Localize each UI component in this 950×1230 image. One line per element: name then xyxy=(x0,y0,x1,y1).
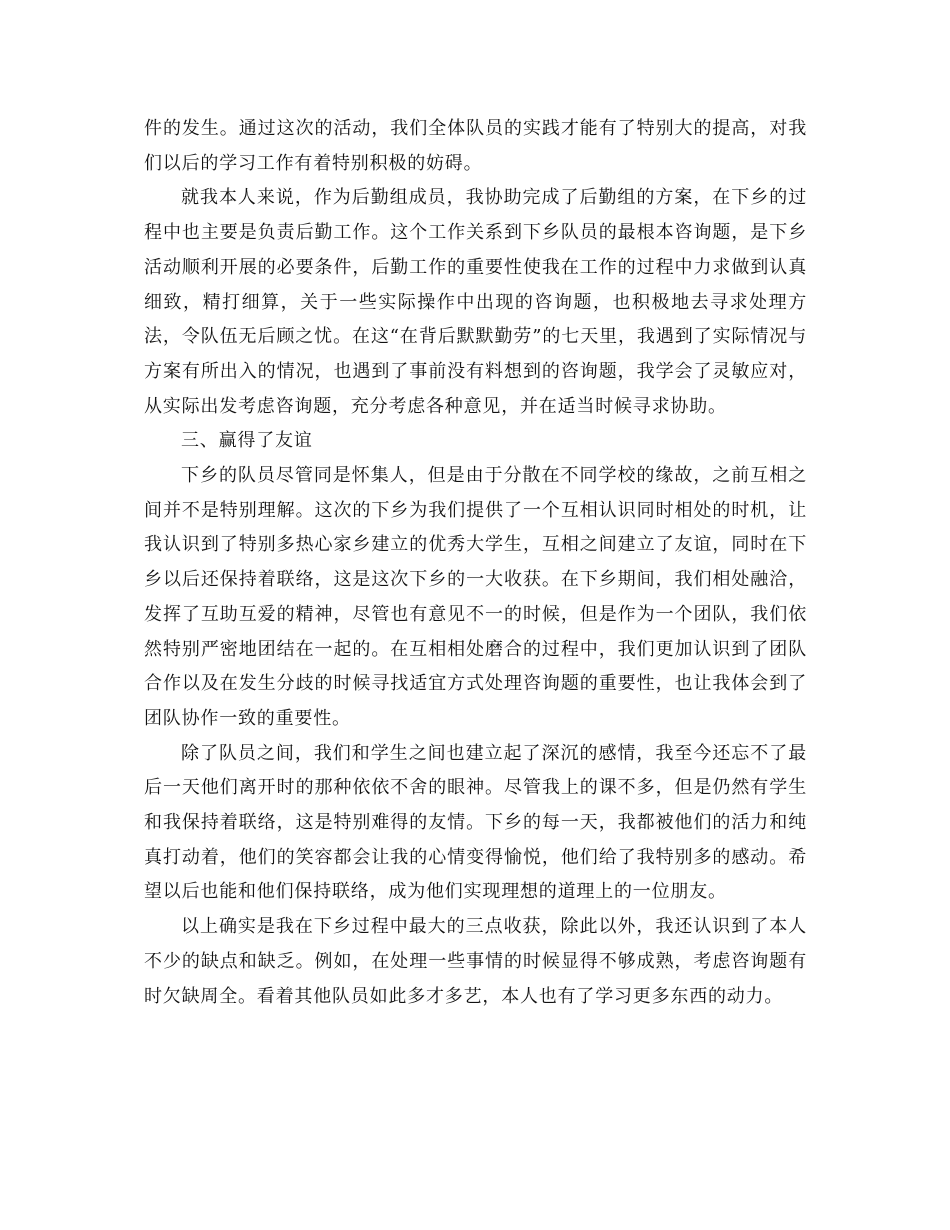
paragraph-team-friendship: 下乡的队员尽管同是怀集人，但是由于分散在不同学校的缘故，之前互相之间并不是特别理解。这次的下乡为我们提供了一个互相认识同时相处的时机，让我认识到了特别多热心家乡建立的优秀大学生，互相之间建立了友谊，同时在下乡以后还保持着联络，这是这次下乡的一大收获。在下乡期间，我们相处融洽，发挥了互助互爱的精神，尽管也有意见不一的时候，但是作为一个团队，我们依然特别严密地团结在一起的。在互相相处磨合的过程中，我们更加认识到了团队合作以及在发生分歧的时候寻找适宜方式处理咨询题的重要性，也让我体会到了团队协作一致的重要性。 xyxy=(144,465,807,729)
paragraph-logistics: 就我本人来说，作为后勤组成员，我协助完成了后勤组的方案，在下乡的过程中也主要是负责后勤工作。这个工作关系到下乡队员的最根本咨询题，是下乡活动顺利开展的必要条件，后勤工作的重要性使我在工作的过程中力求做到认真细致，精打细算，关于一些实际操作中出现的咨询题，也积极地去寻求处理方法，令队伍无后顾之忧。在这“在背后默默勤劳”的七天里，我遇到了实际情况与方案有所出入的情况，也遇到了事前没有料想到的咨询题，我学会了灵敏应对，从实际出发考虑咨询题，充分考虑各种意见，并在适当时候寻求协助。 xyxy=(144,187,807,417)
paragraph-continuation: 件的发生。通过这次的活动，我们全体队员的实践才能有了特别大的提高，对我们以后的学习工作有着特别积极的妨碍。 xyxy=(144,118,807,174)
paragraph-summary: 以上确实是我在下乡过程中最大的三点收获，除此以外，我还认识到了本人不少的缺点和缺乏。例如，在处理一些事情的时候显得不够成熟，考虑咨询题有时欠缺周全。看着其他队员如此多才多艺，本人也有了学习更多东西的动力。 xyxy=(144,916,807,1007)
document-page xyxy=(144,112,807,1014)
paragraph-students: 除了队员之间，我们和学生之间也建立起了深沉的感情，我至今还忘不了最后一天他们离开时的那种依依不舍的眼神。尽管我上的课不多，但是仍然有学生和我保持着联络，这是特别难得的友情。下乡的每一天，我都被他们的活力和纯真打动着，他们的笑容都会让我的心情变得愉悦，他们给了我特别多的感动。希望以后也能和他们保持联络，成为他们实现理想的道理上的一位朋友。 xyxy=(144,742,807,903)
section-heading-friendship: 三、赢得了友谊 xyxy=(181,430,313,452)
